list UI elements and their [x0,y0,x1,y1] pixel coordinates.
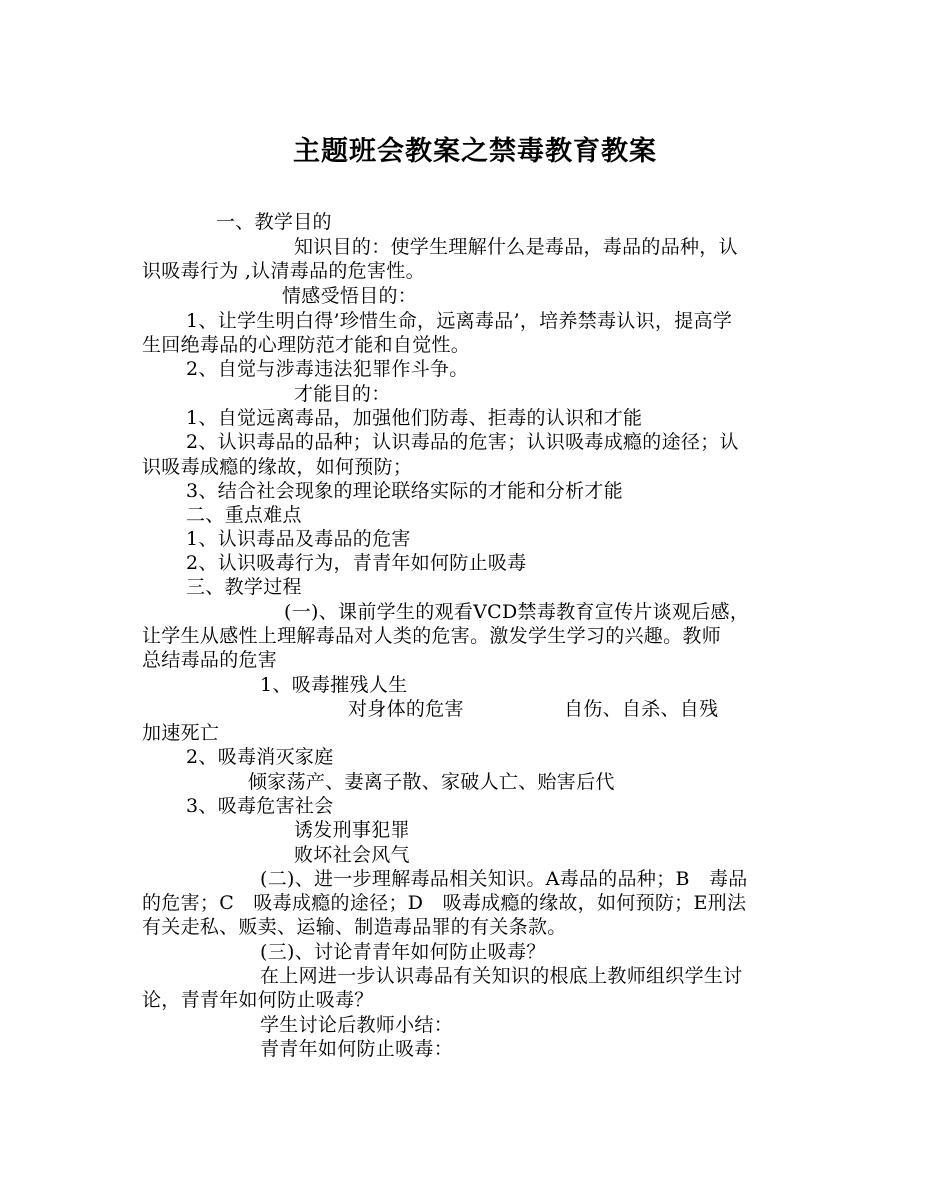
paragraph-line: 的危害；C 吸毒成瘾的途径；D 吸毒成瘾的缘故，如何预防；E刑法 [142,892,747,914]
list-item: 加速死亡 [142,722,220,744]
paragraph-line: 1、让学生明白得’珍惜生命，远离毒品’，培养禁毒认识，提高学 [186,310,733,332]
paragraph-line: 知识目的：使学生理解什么是毒品，毒品的品种，认 [294,236,738,258]
paragraph-line: 识吸毒行为 ,认清毒品的危害性。 [142,260,425,282]
list-item: 对身体的危害 [348,698,464,720]
paragraph-line: 生回绝毒品的心理防范才能和自觉性。 [142,334,471,356]
section-heading: 一、教学目的 [216,211,332,233]
list-item: 自伤、自杀、自残 [564,698,719,720]
subheading: 情感受悟目的： [282,285,418,307]
paragraph-line: 学生讨论后教师小结： [260,1014,454,1036]
list-item: 1、吸毒摧残人生 [260,674,408,696]
list-item: 诱发刑事犯罪 [294,819,410,841]
section-heading: 三、教学过程 [186,576,302,598]
paragraph-line: (三)、讨论青青年如何防止吸毒？ [260,941,546,963]
document-title: 主题班会教案之禁毒教育教案 [293,136,657,167]
list-item: 倾家荡产、妻离子散、家破人亡、贻害后代 [248,771,615,793]
list-item: 3、吸毒危害社会 [186,795,334,817]
paragraph-line: 论，青青年如何防止吸毒？ [142,989,374,1011]
paragraph-line: 3、结合社会现象的理论联络实际的才能和分析才能 [186,480,623,502]
paragraph-line: 识吸毒成瘾的缘故，如何预防； [142,456,413,478]
paragraph-line: 青青年如何防止吸毒： [260,1038,454,1060]
paragraph-line: 总结毒品的危害 [142,649,278,671]
paragraph-line: 在上网进一步认识毒品有关知识的根底上教师组织学生讨 [260,965,743,987]
paragraph-line: 2、认识吸毒行为，青青年如何防止吸毒 [186,552,527,574]
paragraph-line: 让学生从感性上理解毒品对人类的危害。激发学生学习的兴趣。教师 [142,625,722,647]
section-heading: 二、重点难点 [186,504,302,526]
list-item: 败坏社会风气 [294,844,410,866]
paragraph-line: 2、认识毒品的品种；认识毒品的危害；认识吸毒成瘾的途径；认 [186,431,739,453]
paragraph-line: 1、认识毒品及毒品的危害 [186,528,411,550]
paragraph-line: (二)、进一步理解毒品相关知识。A毒品的品种；B 毒品 [260,868,748,890]
paragraph-line: 1、自觉远离毒品，加强他们防毒、拒毒的认识和才能 [186,407,643,429]
paragraph-line: 2、自觉与涉毒违法犯罪作斗争。 [186,358,469,380]
list-item: 2、吸毒消灭家庭 [186,746,334,768]
paragraph-line: (一)、课前学生的观看VCD禁毒教育宣传片谈观后感， [284,601,750,623]
paragraph-line: 有关走私、贩卖、运输、制造毒品罪的有关条款。 [142,916,567,938]
subheading: 才能目的： [294,383,391,405]
